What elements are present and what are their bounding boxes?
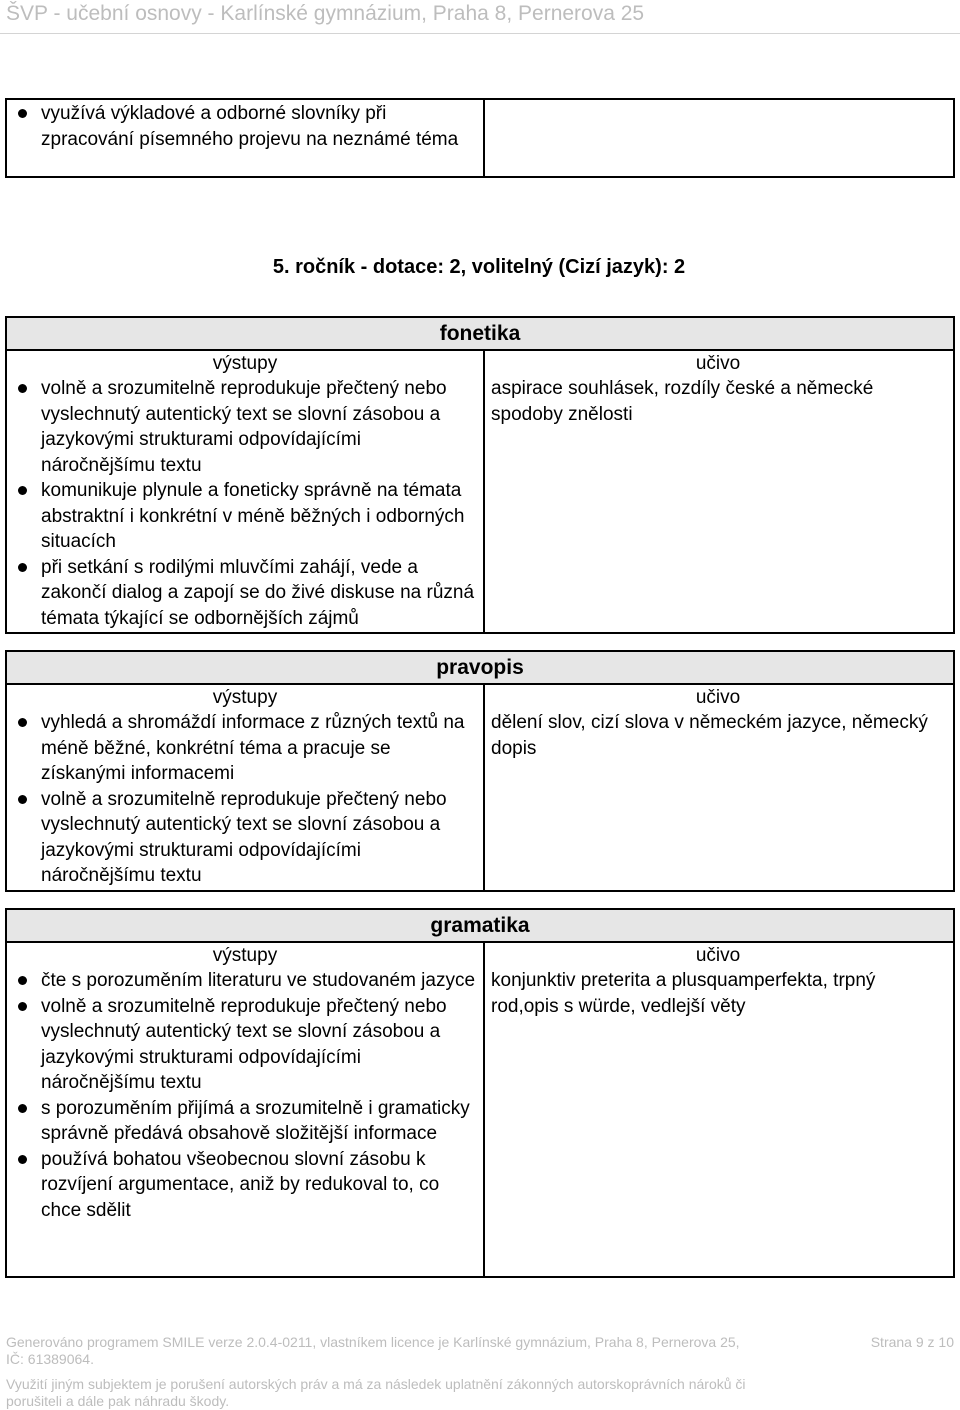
output-item: používá bohatou všeobecnou slovní zásobu k rozvíjení argumentace, aniž by redukoval to, co chce sdělit <box>13 1147 477 1224</box>
outputs-cell <box>7 685 483 891</box>
outputs-cell <box>7 351 483 633</box>
section-table-fonetika <box>5 316 955 634</box>
section-table-pravopis <box>5 650 955 892</box>
output-item: komunikuje plynule a foneticky správně na témata abstraktní i konkrétní v méně běžných i odborných situacích <box>13 478 477 555</box>
outputs-header: výstupy <box>212 945 278 966</box>
content-cell <box>483 943 953 1277</box>
content-cell <box>483 685 953 891</box>
output-item: využívá výkladové a odborné slovníky při zpracování písemného projevu na neznámé téma <box>13 101 477 152</box>
footer-copyright <box>6 1376 954 1410</box>
content-text: konjunktiv preterita a plusquamperfekta, trpný rod,opis s würde, vedlejší věty <box>491 970 876 1017</box>
footer-ico-line: IČ: 61389064. <box>6 1351 94 1367</box>
output-item: volně a srozumitelně reprodukuje přečtený nebo vyslechnutý autentický text se slovní zásobou a jazykovými strukturami odpovídajícími náročnějšímu textu <box>13 994 477 1096</box>
footer-generated-line: Generováno programem SMILE verze 2.0.4-0211, vlastníkem licence je Karlínské gymnázium, Praha 8, Pernerova 25, <box>6 1334 740 1350</box>
outputs-header: výstupy <box>212 353 278 374</box>
content-text: aspirace souhlásek, rozdíly české a německé spodoby znělosti <box>491 378 874 425</box>
section-title: pravopis <box>7 652 953 685</box>
footer-generated <box>6 1334 954 1368</box>
section-title: fonetika <box>7 318 953 351</box>
output-item: vyhledá a shromáždí informace z různých textů na méně běžné, konkrétní téma a pracuje se získanými informacemi <box>13 710 477 787</box>
outputs-cell <box>7 943 483 1277</box>
page-header-title: ŠVP - učební osnovy - Karlínské gymnázium, Praha 8, Pernerova 25 <box>6 2 645 25</box>
output-item: s porozuměním přijímá a srozumitelně i gramaticky správně předává obsahově složitější informace <box>13 1096 477 1147</box>
outputs-header: výstupy <box>212 687 278 708</box>
grade-heading-text: 5. ročník - dotace: 2, volitelný (Cizí jazyk): 2 <box>272 256 686 278</box>
output-item: volně a srozumitelně reprodukuje přečtený nebo vyslechnutý autentický text se slovní zásobou a jazykovými strukturami odpovídajícími náročnějšímu textu <box>13 376 477 478</box>
continuation-content-cell <box>483 100 953 176</box>
footer-copyright-line: Využití jiným subjektem je porušení autorských práv a má za následek uplatnění zákonných autorskoprávních nároků či <box>6 1376 746 1392</box>
header-divider <box>0 33 960 34</box>
content-cell <box>483 351 953 633</box>
grade-heading <box>0 256 960 279</box>
content-header: učivo <box>695 687 741 708</box>
content-header: učivo <box>695 945 741 966</box>
output-item: při setkání s rodilými mluvčími zahájí, vede a zakončí dialog a zapojí se do živé diskuse na různá témata týkající se odbornějších zájmů <box>13 555 477 632</box>
output-item: volně a srozumitelně reprodukuje přečtený nebo vyslechnutý autentický text se slovní zásobou a jazykovými strukturami odpovídajícími náročnějšímu textu <box>13 787 477 889</box>
content-text: dělení slov, cizí slova v německém jazyce, německý dopis <box>491 712 928 759</box>
page-number: Strana 9 z 10 <box>870 1334 954 1350</box>
section-table-gramatika <box>5 908 955 1278</box>
output-item: čte s porozuměním literaturu ve studovaném jazyce <box>13 968 477 994</box>
footer-copyright-line-2: porušiteli a dále pak náhradu škody. <box>6 1393 230 1409</box>
continuation-outputs-cell <box>7 100 483 176</box>
content-header: učivo <box>695 353 741 374</box>
continuation-table <box>5 98 955 178</box>
section-title: gramatika <box>7 910 953 943</box>
